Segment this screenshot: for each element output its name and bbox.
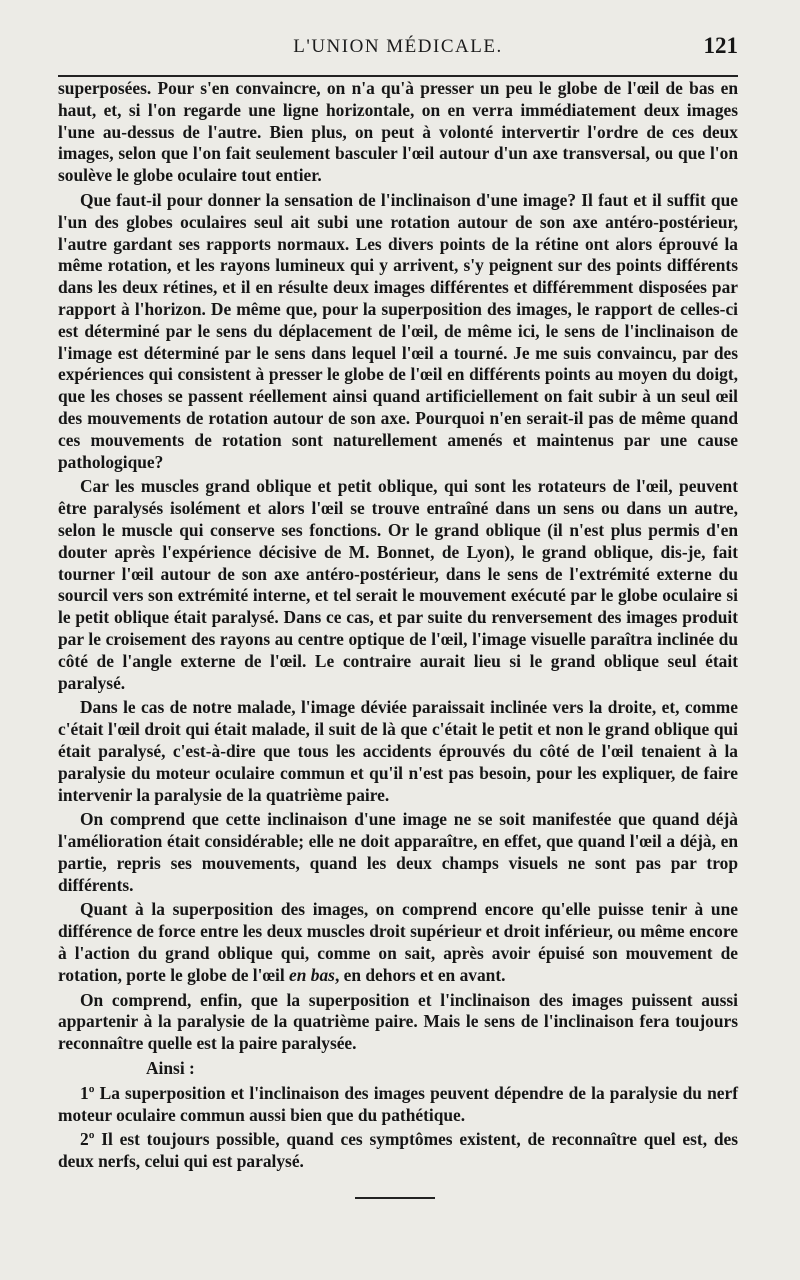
paragraph-oblique-muscles: Car les muscles grand oblique et petit oblique, qui sont les rotateurs de l'œil, peuvent être paralysés isolément et alors l'œil se trouve entraîné dans un sens ou dans un autre, selon le muscle qui conserve ses fonctions. Or le grand oblique (il n'est plus permis d'en douter après l'expérience décisive de M. Bonnet, de Lyon), le grand oblique, dis-je, fait tourner l'œil autour de son axe antéro-postérieur, dans le sens de l'extrémité externe du sourcil vers son extrémité interne, et tel serait le mouvement exécuté par le globe oculaire si le petit oblique était paralysé. Dans ce cas, et par suite du renversement des images produit par le croisement des rayons au centre optique de l'œil, l'image visuelle paraîtra inclinée du côté de l'angle externe de l'œil. Le contraire aurait lieu si le grand oblique seul était paralysé. bbox=[58, 476, 738, 693]
end-rule bbox=[355, 1197, 435, 1199]
paragraph-superposition: Quant à la superposition des images, on comprend encore qu'elle puisse tenir à une différence de force entre les deux muscles droit supérieur et droit inférieur, ou même encore à l'action du grand oblique qui, comme on sait, après avoir épuisé son mouvement de rotation, porte le globe de l'œil en bas, en dehors et en avant. bbox=[58, 899, 738, 985]
header-rule bbox=[58, 75, 738, 77]
page-number: 121 bbox=[703, 33, 738, 58]
conclusion-2: 2º Il est toujours possible, quand ces symptômes existent, de reconnaître quel est, des deux nerfs, celui qui est paralysé. bbox=[58, 1129, 738, 1172]
paragraph-patient-case: Dans le cas de notre malade, l'image déviée paraissait inclinée vers la droite, et, comme c'était l'œil droit qui était malade, il suit de là que c'était le petit et non le grand oblique qui était paralysé, c'est-à-dire que tous les accidents éprouvés du côté de l'œil tenaient à la paralysie du moteur oculaire commun et qu'il n'est pas besoin, pour les expliquer, de faire intervenir la paralysie de la quatrième paire. bbox=[58, 697, 738, 805]
paragraph-inclination-question: Que faut-il pour donner la sensation de l'inclinaison d'une image? Il faut et il suffit que l'un des globes oculaires seul ait subi une rotation autour de son axe antéro-postérieur, l'autre gardant ses rapports normaux. Les divers points de la rétine ont alors éprouvé la même rotation, et les rayons lumineux qui y arrivent, s'y peignent sur des points différents dans les deux rétines, et il en résulte deux images différentes et différemment disposées par rapport à l'horizon. De même que, pour la superposition des images, le rapport de celles-ci est déterminé par le sens du déplacement de l'œil, de même ici, le sens de l'inclinaison de l'image est déterminé par le sens dans lequel l'œil a tourné. Je me suis convaincu, par des expériences qui consistent à presser le globe de l'œil en différents points au moyen du doigt, que les choses se passent réellement ainsi quand artificiellement on fait subir à un seul œil des mouvements de rotation autour de son axe. Pourquoi n'en serait-il pas de même quand ces mouvements de rotation sont naturellement amenés et maintenus par une cause pathologique? bbox=[58, 189, 738, 472]
conclusion-1: 1º La superposition et l'inclinaison des images peuvent dépendre de la paralysie du nerf moteur oculaire commun aussi bien que du pathétique. bbox=[58, 1082, 738, 1125]
paragraph-fourth-pair: On comprend, enfin, que la superposition et l'inclinaison des images puissent aussi appartenir à la paralysie de la quatrième paire. Mais le sens de l'inclinaison fera toujours reconnaître quelle est la paire paralysée. bbox=[58, 989, 738, 1054]
paragraph-ainsi: Ainsi : bbox=[146, 1058, 195, 1079]
paragraph-continuation: superposées. Pour s'en convaincre, on n'a qu'à presser un peu le globe de l'œil de bas en haut, et, si l'on regarde une ligne horizontale, on en verra immédiatement deux images l'une au-dessus de l'autre. Bien plus, on peut à volonté intervertir l'ordre de ces deux images, selon que l'on fait seulement basculer l'œil autour d'un axe transversal, ou que l'on soulève le globe oculaire tout entier. bbox=[58, 78, 738, 186]
paragraph-improvement: On comprend que cette inclinaison d'une image ne se soit manifestée que quand déjà l'amélioration était considérable; elle ne doit apparaître, en effet, que quand l'œil a déjà, en partie, repris ses mouvements, quand les deux champs visuels ne sont pas par trop différents. bbox=[58, 809, 738, 895]
page-header bbox=[58, 0, 738, 78]
article-body bbox=[58, 78, 738, 1173]
running-title: L'UNION MÉDICALE. bbox=[293, 36, 503, 57]
